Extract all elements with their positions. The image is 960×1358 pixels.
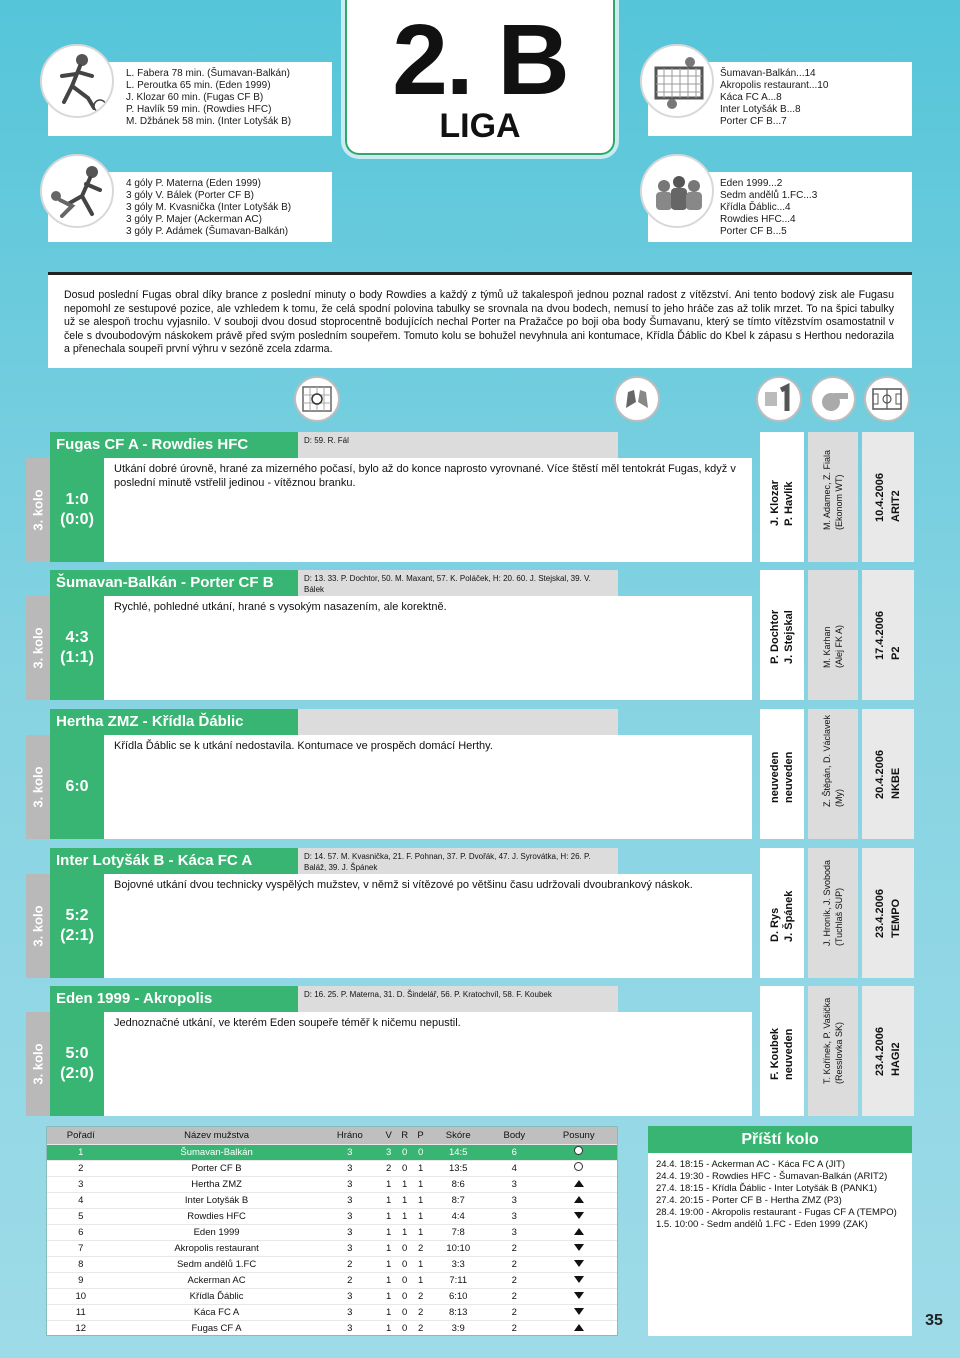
match-report: Bojovné utkání dvou technicky vyspělých mužstev, v němž si vítězové po většinu času udržovali dvoubrankový náskok.	[104, 874, 752, 978]
referee-club: (Ekonom WT)	[834, 474, 844, 530]
standings-cell: 7:8	[428, 1224, 488, 1240]
best-player-2: neuveden	[783, 1028, 795, 1080]
standings-row	[47, 1224, 617, 1240]
goals-scored-entry: Šumavan-Balkán...14	[720, 68, 816, 79]
match-report: Rychlé, pohledné utkání, hrané s vysokým nasazením, ale korektně.	[104, 596, 752, 700]
match-score-box	[50, 1012, 104, 1116]
top-scorer-entry: 3 góly P. Adámek (Šumavan-Balkán)	[126, 226, 289, 237]
standings-cell: 3	[319, 1320, 381, 1336]
next-round-fixture: 24.4. 19:30 - Rowdies HFC - Šumavan-Balkán (ARIT2)	[656, 1171, 888, 1182]
match-report: Křídla Ďáblic se k utkání nedostavila. Kontumace ve prospěch domácí Herthy.	[104, 735, 752, 839]
standings-cell: 3	[319, 1288, 381, 1304]
match-best-players	[760, 986, 804, 1116]
best-player-2: neuveden	[783, 751, 795, 803]
match-referees	[808, 709, 858, 839]
match-title: Šumavan-Balkán - Porter CF B	[50, 570, 298, 596]
standings-cell: 11	[47, 1304, 115, 1320]
league-title	[345, 0, 615, 155]
match-goals: D: 59. R. Fál	[298, 432, 618, 458]
best-player-1: P. Dochtor	[769, 609, 781, 664]
match-title: Hertha ZMZ - Křídla Ďáblic	[50, 709, 298, 735]
match-title: Inter Lotyšák B - Káca FC A	[50, 848, 298, 874]
arrow-down-icon	[574, 1292, 584, 1299]
match-goals	[298, 709, 618, 735]
next-round-fixture: 1.5. 10:00 - Sedm andělů 1.FC - Eden 1999 (ZAK)	[656, 1219, 868, 1230]
goals-scored-entry: Akropolis restaurant...10	[720, 80, 829, 91]
match-halftime: (1:1)	[60, 649, 94, 666]
match-round	[26, 735, 50, 839]
goals-conceded-entry: Porter CF B...5	[720, 226, 787, 237]
standings-row	[47, 1144, 617, 1160]
match-score: 5:0	[65, 1045, 89, 1062]
standings-cell: 1	[413, 1192, 428, 1208]
match-block	[26, 432, 914, 562]
standings-cell: 1	[396, 1208, 413, 1224]
league-word: LIGA	[439, 107, 521, 145]
match-round-label: 3. kolo	[30, 905, 46, 947]
standings-cell: 4:4	[428, 1208, 488, 1224]
standings-cell: 3	[319, 1224, 381, 1240]
arrow-up-icon	[574, 1196, 584, 1203]
standings-cell: 12	[47, 1320, 115, 1336]
standings-cell: 2	[488, 1256, 540, 1272]
standings-cell: 1	[381, 1192, 396, 1208]
match-venue: P2	[890, 646, 902, 660]
standings-cell: 3	[488, 1176, 540, 1192]
standings-cell: 3	[47, 1176, 115, 1192]
match-best-players	[760, 432, 804, 562]
standings-cell: Eden 1999	[115, 1224, 319, 1240]
gloves-icon	[614, 376, 660, 422]
match-date: 17.4.2006	[874, 611, 886, 660]
standings-cell: 1	[381, 1304, 396, 1320]
standings-cell: 3	[488, 1224, 540, 1240]
standings-row	[47, 1160, 617, 1176]
fastest-goal-entry: L. Peroutka 65 min. (Eden 1999)	[126, 80, 271, 91]
field-icon	[864, 376, 910, 422]
match-score: 4:3	[65, 629, 89, 646]
player-tackle-icon	[40, 154, 114, 228]
standings-cell: 7	[47, 1240, 115, 1256]
standings-header-cell: Hráno	[319, 1127, 381, 1144]
standings-cell: 1	[381, 1320, 396, 1336]
standings-cell: 3	[488, 1208, 540, 1224]
referee-names: M. Adamec, Z. Fiala	[822, 449, 832, 530]
arrow-up-icon	[574, 1324, 584, 1331]
arrow-down-icon	[574, 1212, 584, 1219]
fastest-goal-entry: L. Fabera 78 min. (Šumavan-Balkán)	[126, 68, 290, 79]
standings-cell: 13:5	[428, 1160, 488, 1176]
standings-cell: 1	[381, 1176, 396, 1192]
match-venue: TEMPO	[890, 898, 902, 938]
standings-cell: 8	[47, 1256, 115, 1272]
top-scorer-entry: 3 góly P. Majer (Ackerman AC)	[126, 214, 262, 225]
whistle-icon	[810, 376, 856, 422]
standings-header-cell: P	[413, 1127, 428, 1144]
top-scorer-entry: 3 góly V. Bálek (Porter CF B)	[126, 190, 255, 201]
standings-cell: 1	[381, 1224, 396, 1240]
standings-cell: 1	[381, 1240, 396, 1256]
match-round-label: 3. kolo	[30, 627, 46, 669]
next-round-title: Příští kolo	[648, 1126, 912, 1153]
match-report: Jednoznačné utkání, ve kterém Eden soupeře téměř k ničemu nepustil.	[104, 1012, 752, 1116]
next-round-list	[648, 1153, 912, 1336]
match-venue: NKBE	[890, 767, 902, 799]
standings-cell: Inter Lotyšák B	[115, 1192, 319, 1208]
next-round-fixture: 27.4. 20:15 - Porter CF B - Hertha ZMZ (P3)	[656, 1195, 842, 1206]
standings-cell: 1	[413, 1256, 428, 1272]
match-halftime: (2:0)	[60, 1065, 94, 1082]
fastest-goal-entry: P. Havlík 59 min. (Rowdies HFC)	[126, 104, 272, 115]
standings-cell: 3	[319, 1304, 381, 1320]
standings-cell: 2	[47, 1160, 115, 1176]
standings-row	[47, 1240, 617, 1256]
standings-cell: Křídla Ďáblic	[115, 1288, 319, 1304]
match-block	[26, 986, 914, 1116]
standings-row	[47, 1208, 617, 1224]
referee-club: (Alej FK A)	[834, 624, 844, 668]
match-goals: D: 14. 57. M. Kvasnička, 21. F. Pohnan, 37. P. Dvořák, 47. J. Syrovátka, H: 26. P. Baláž, 39. J. Špánek	[298, 848, 618, 874]
standings-cell: 2	[488, 1272, 540, 1288]
standings-row	[47, 1192, 617, 1208]
match-halftime: (0:0)	[60, 511, 94, 528]
standings-header-cell: Název mužstva	[115, 1127, 319, 1144]
standings-row	[47, 1256, 617, 1272]
standings-cell: 3:9	[428, 1320, 488, 1336]
page-number: 35	[925, 1312, 943, 1329]
match-date: 23.4.2006	[874, 889, 886, 938]
number-one-icon	[756, 376, 802, 422]
standings-cell: 1	[413, 1224, 428, 1240]
standings-cell: 2	[319, 1256, 381, 1272]
standings-header-cell: V	[381, 1127, 396, 1144]
fastest-goals-list	[126, 68, 322, 128]
standings-cell: 2	[488, 1304, 540, 1320]
standings-cell: 8:7	[428, 1192, 488, 1208]
standings-row	[47, 1288, 617, 1304]
match-report: Utkání dobré úrovně, hrané za mizerného počasí, bylo až do konce naprosto vyrovnané. Více štěstí měl tentokrát Fugas, když v poslední minutě vstřelil jedinou - vítěznou branku.	[104, 458, 752, 562]
match-date-venue	[862, 709, 914, 839]
standings-header-cell: R	[396, 1127, 413, 1144]
standings-cell: Ackerman AC	[115, 1272, 319, 1288]
standings-row	[47, 1272, 617, 1288]
movement-indicator	[540, 1224, 617, 1240]
match-score: 1:0	[65, 491, 89, 508]
standings-cell: Porter CF B	[115, 1160, 319, 1176]
referee-club: (My)	[834, 789, 844, 807]
standings-cell: 2	[488, 1240, 540, 1256]
top-scorer-entry: 4 góly P. Materna (Eden 1999)	[126, 178, 261, 189]
standings-cell: 2	[488, 1288, 540, 1304]
standings-cell: 14:5	[428, 1144, 488, 1160]
standings-cell: 1	[381, 1208, 396, 1224]
standings-cell: 0	[396, 1272, 413, 1288]
standings-cell: 0	[396, 1144, 413, 1160]
best-player-1: J. Klozar	[769, 480, 781, 526]
standings-cell: Fugas CF A	[115, 1320, 319, 1336]
match-best-players	[760, 848, 804, 978]
goals-conceded-entry: Křídla Ďáblic...4	[720, 202, 791, 213]
match-block	[26, 848, 914, 978]
referee-names: M. Karhan	[822, 626, 832, 668]
match-round	[26, 1012, 50, 1116]
match-date-venue	[862, 986, 914, 1116]
match-score-box	[50, 874, 104, 978]
movement-indicator	[540, 1176, 617, 1192]
match-referees	[808, 432, 858, 562]
circle-icon	[574, 1146, 583, 1155]
goals-scored-entry: Káca FC A...8	[720, 92, 782, 103]
match-score-box	[50, 596, 104, 700]
standings-cell: 2	[413, 1240, 428, 1256]
match-venue: HAGI2	[890, 1042, 902, 1076]
standings-cell: 3	[488, 1192, 540, 1208]
match-score-box	[50, 458, 104, 562]
standings-cell: 2	[488, 1320, 540, 1336]
standings-row	[47, 1304, 617, 1320]
standings-header-cell: Pořadí	[47, 1127, 115, 1144]
match-block	[26, 709, 914, 839]
match-round-label: 3. kolo	[30, 766, 46, 808]
goals-conceded-entry: Eden 1999...2	[720, 178, 783, 189]
standings-cell: 10:10	[428, 1240, 488, 1256]
standings-cell: 0	[413, 1144, 428, 1160]
standings-cell: 1	[396, 1192, 413, 1208]
match-date-venue	[862, 570, 914, 700]
best-player-2: J. Špánek	[783, 890, 795, 942]
movement-indicator	[540, 1208, 617, 1224]
match-round	[26, 874, 50, 978]
match-block	[26, 570, 914, 700]
referee-names: J. Hroník, J. Svoboda	[822, 859, 832, 946]
standings-cell: Káca FC A	[115, 1304, 319, 1320]
standings-row	[47, 1320, 617, 1336]
match-venue: ARIT2	[890, 490, 902, 522]
standings-cell: 6	[488, 1144, 540, 1160]
standings-header-cell: Body	[488, 1127, 540, 1144]
standings-row	[47, 1176, 617, 1192]
fastest-goal-entry: M. Džbánek 58 min. (Inter Lotyšák B)	[126, 116, 292, 127]
standings-cell: Hertha ZMZ	[115, 1176, 319, 1192]
fastest-goal-entry: J. Klozar 60 min. (Fugas CF B)	[126, 92, 264, 103]
match-score: 6:0	[65, 778, 89, 795]
standings-cell: 2	[381, 1160, 396, 1176]
standings-cell: 1	[413, 1160, 428, 1176]
standings-cell: 0	[396, 1160, 413, 1176]
standings-cell: 1	[413, 1272, 428, 1288]
standings-cell: 1	[381, 1272, 396, 1288]
arrow-up-icon	[574, 1228, 584, 1235]
movement-indicator	[540, 1320, 617, 1336]
ball-icon	[294, 376, 340, 422]
standings-cell: 1	[396, 1176, 413, 1192]
league-number: 2. B	[392, 4, 568, 116]
standings-cell: Šumavan-Balkán	[115, 1144, 319, 1160]
standings-cell: 0	[396, 1320, 413, 1336]
match-round	[26, 596, 50, 700]
match-title: Fugas CF A - Rowdies HFC	[50, 432, 298, 458]
referee-names: T. Kořínek, P. Vašička	[822, 997, 832, 1084]
standings-cell: 0	[396, 1240, 413, 1256]
goals-scored-entry: Porter CF B...7	[720, 116, 787, 127]
movement-indicator	[540, 1304, 617, 1320]
arrow-down-icon	[574, 1260, 584, 1267]
standings-cell: 9	[47, 1272, 115, 1288]
best-player-1: neuveden	[769, 751, 781, 803]
best-player-2: J. Stejskal	[783, 610, 795, 664]
match-score-box	[50, 735, 104, 839]
match-date: 23.4.2006	[874, 1027, 886, 1076]
match-date-venue	[862, 848, 914, 978]
goals-conceded-list	[720, 178, 902, 238]
arrow-down-icon	[574, 1244, 584, 1251]
next-round-fixture: 28.4. 19:00 - Akropolis restaurant - Fugas CF A (TEMPO)	[656, 1207, 897, 1218]
referee-names: Z. Štěpán, D. Václavek	[822, 714, 832, 807]
crowd-icon	[640, 154, 714, 228]
best-player-1: D. Rys	[769, 907, 781, 942]
match-round-label: 3. kolo	[30, 1043, 46, 1085]
standings-cell: 6	[47, 1224, 115, 1240]
arrow-down-icon	[574, 1276, 584, 1283]
movement-indicator	[540, 1160, 617, 1176]
match-halftime: (2:1)	[60, 927, 94, 944]
goals-conceded-entry: Sedm andělů 1.FC...3	[720, 190, 818, 201]
match-best-players	[760, 709, 804, 839]
standings-cell: 2	[413, 1320, 428, 1336]
standings-cell: 3	[319, 1144, 381, 1160]
standings-cell: 3	[319, 1176, 381, 1192]
movement-indicator	[540, 1256, 617, 1272]
standings-cell: 1	[381, 1256, 396, 1272]
standings-cell: 1	[413, 1208, 428, 1224]
match-round	[26, 458, 50, 562]
standings-cell: 3	[319, 1240, 381, 1256]
movement-indicator	[540, 1192, 617, 1208]
standings-cell: 0	[396, 1304, 413, 1320]
standings-cell: 1	[47, 1144, 115, 1160]
standings-cell: 3	[319, 1208, 381, 1224]
next-round-fixture: 27.4. 18:15 - Křídla Ďáblic - Inter Lotyšák B (PANK1)	[656, 1183, 878, 1194]
referee-club: (Tuchlaš SUP)	[834, 887, 844, 946]
movement-indicator	[540, 1272, 617, 1288]
standings-cell: Sedm andělů 1.FC	[115, 1256, 319, 1272]
standings-cell: 3	[319, 1192, 381, 1208]
standings-cell: 1	[396, 1224, 413, 1240]
standings-cell: 1	[413, 1176, 428, 1192]
goals-scored-list	[720, 68, 902, 128]
match-referees	[808, 848, 858, 978]
movement-indicator	[540, 1240, 617, 1256]
standings-cell: 3	[381, 1144, 396, 1160]
best-player-2: P. Havlík	[783, 481, 795, 526]
match-date: 20.4.2006	[874, 750, 886, 799]
match-round-label: 3. kolo	[30, 489, 46, 531]
match-goals: D: 16. 25. P. Materna, 31. D. Šindelář, 56. P. Kratochvíl, 58. F. Koubek	[298, 986, 618, 1012]
match-referees	[808, 986, 858, 1116]
standings-cell: 0	[396, 1256, 413, 1272]
circle-icon	[574, 1162, 583, 1171]
standings-cell: 8:13	[428, 1304, 488, 1320]
arrow-down-icon	[574, 1308, 584, 1315]
goals-scored-entry: Inter Lotyšák B...8	[720, 104, 801, 115]
standings-cell: 6:10	[428, 1288, 488, 1304]
movement-indicator	[540, 1144, 617, 1160]
standings-cell: 3	[319, 1160, 381, 1176]
standings-cell: 1	[381, 1288, 396, 1304]
referee-club: (Resslovka SK)	[834, 1021, 844, 1084]
player-kick-icon	[40, 44, 114, 118]
goals-conceded-entry: Rowdies HFC...4	[720, 214, 796, 225]
standings-header-cell: Posuny	[540, 1127, 617, 1144]
arrow-up-icon	[574, 1180, 584, 1187]
top-scorers-list	[126, 178, 322, 238]
match-title: Eden 1999 - Akropolis	[50, 986, 298, 1012]
standings-cell: 3:3	[428, 1256, 488, 1272]
match-date-venue	[862, 432, 914, 562]
standings-cell: 0	[396, 1288, 413, 1304]
standings-cell: 2	[413, 1288, 428, 1304]
match-score: 5:2	[65, 907, 89, 924]
standings-cell: 2	[413, 1304, 428, 1320]
standings-cell: 4	[488, 1160, 540, 1176]
standings-cell: Akropolis restaurant	[115, 1240, 319, 1256]
standings-header-cell: Skóre	[428, 1127, 488, 1144]
standings-cell: 7:11	[428, 1272, 488, 1288]
goal-net-icon	[640, 44, 714, 118]
standings-cell: Rowdies HFC	[115, 1208, 319, 1224]
round-summary: Dosud poslední Fugas obral díky brance z poslední minuty o body Rowdies a každý z týmů už takalespoň jednou poznal radost z vítězství. Ani tento bodový zisk ale Fugasu nepomohl ze sestupové pozice, ale vzhledem k tomu, že celá spodní polovina tabulky se srovnala na dvou bodech, nemusí to jeho hráče zas až tolik mrzet. To na špici tabulky už se alespoň trochu vyjasnilo. V souboji dvou dosud stoprocentně bodujících nechal Porter na Pražačce po boji oba body Šumavanu, který se tímto vítězstvím osamostatnil v čele s dvoubodovým náskokem právě před svým posledním soupeřem. Tomuto kolu se bohužel nevyhnula ani kontumace, Křídla Ďáblic do Kbel k zápasu s Herthou nedorazila a přenechala soupeři první výhru v sezóně zcela zdarma.	[48, 272, 912, 368]
next-round-fixture: 24.4. 18:15 - Ackerman AC - Káca FC A (JIT)	[656, 1159, 846, 1170]
match-goals: D: 13. 33. P. Dochtor, 50. M. Maxant, 57. K. Poláček, H: 20. 60. J. Stejskal, 39. V. Bálek	[298, 570, 618, 596]
match-referees	[808, 570, 858, 700]
standings-table	[46, 1126, 618, 1336]
best-player-1: F. Koubek	[769, 1028, 781, 1080]
standings-cell: 2	[319, 1272, 381, 1288]
standings-cell: 10	[47, 1288, 115, 1304]
standings-cell: 4	[47, 1192, 115, 1208]
movement-indicator	[540, 1288, 617, 1304]
standings-cell: 8:6	[428, 1176, 488, 1192]
top-scorer-entry: 3 góly M. Kvasnička (Inter Lotyšák B)	[126, 202, 292, 213]
standings-cell: 5	[47, 1208, 115, 1224]
match-best-players	[760, 570, 804, 700]
match-date: 10.4.2006	[874, 473, 886, 522]
